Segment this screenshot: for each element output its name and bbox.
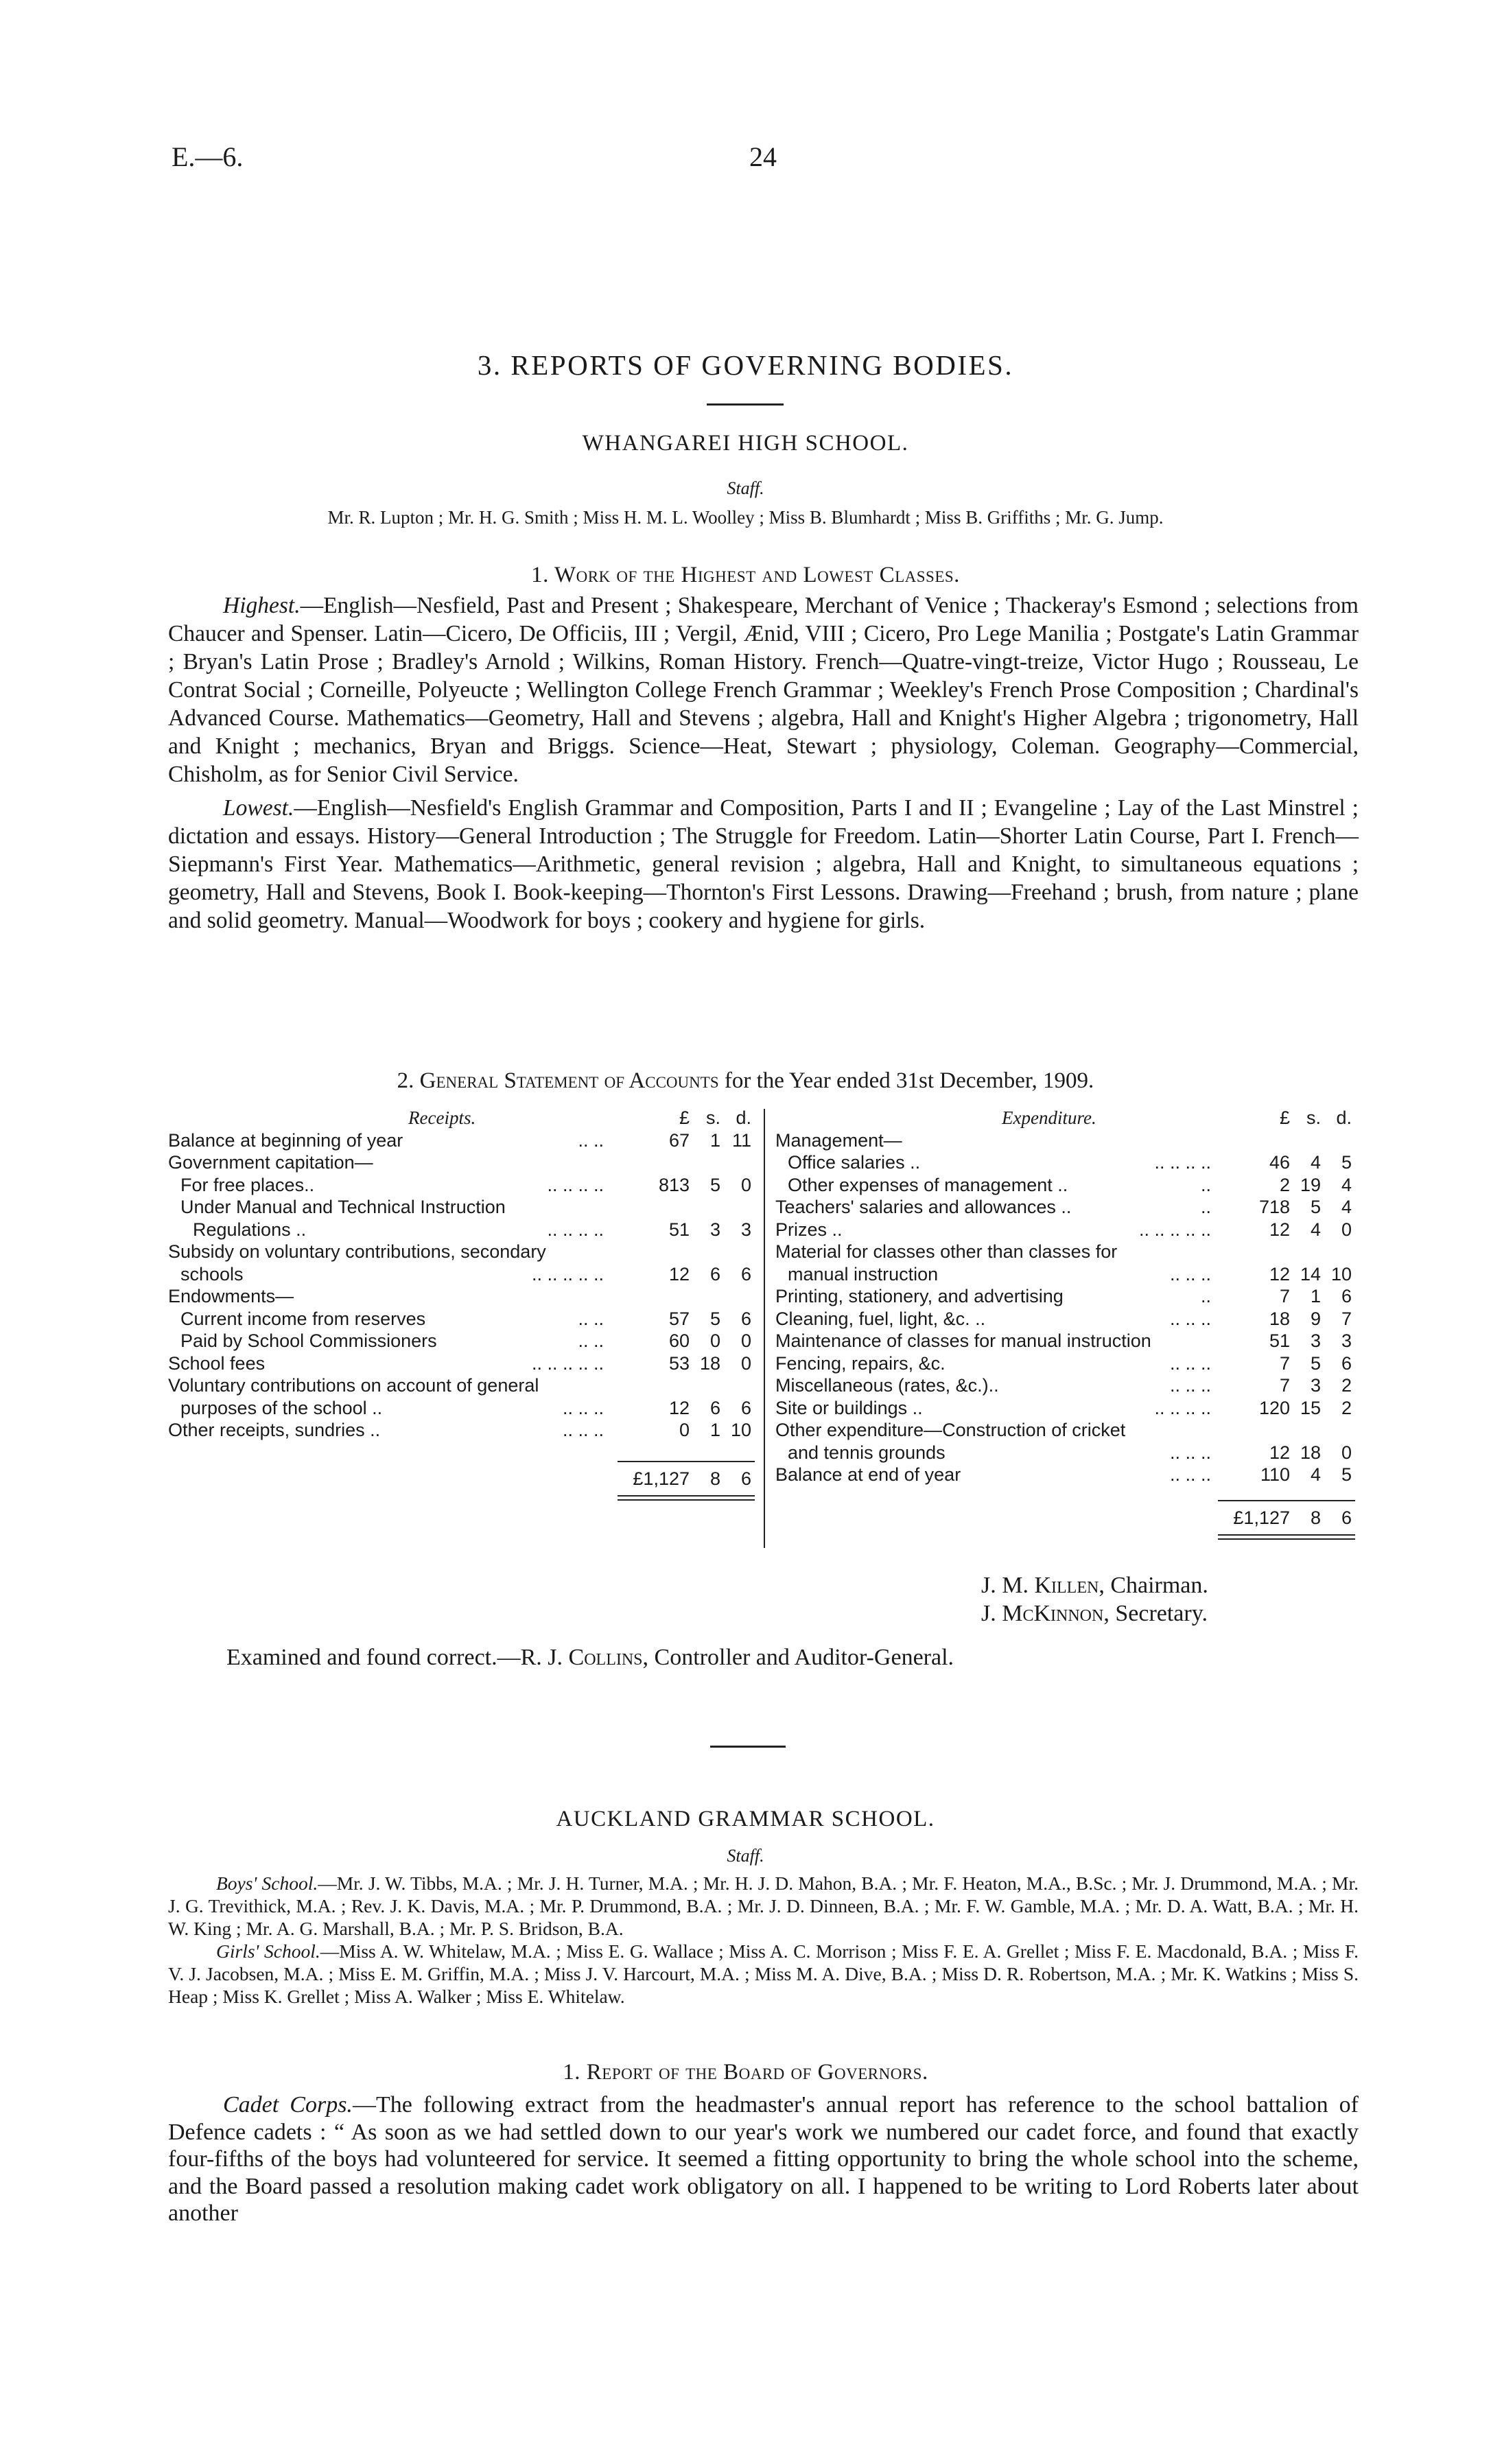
- leader-dots: .. .. ..: [1169, 1308, 1211, 1329]
- amount-shillings: 5: [709, 1308, 720, 1329]
- account-row: [168, 1174, 758, 1197]
- signature-secretary: [981, 1601, 1208, 1627]
- receipts-rows: [168, 1129, 758, 1442]
- staff-heading: Staff.: [727, 478, 764, 498]
- account-label: Other expenditure—Construction of cricket: [775, 1420, 1126, 1440]
- amount-pounds: 51: [1269, 1330, 1290, 1351]
- highest-text: —English—Nesfield, Past and Present ; Shakespeare, Merchant of Venice ; Thackeray's Esmond ; selections from Chaucer and Spenser. Latin—Cicero, De Officiis, III ; Vergil, Ænid, VIII ; Cicero, Pro Lege Manilia ; Postgate's Latin Grammar ; Bryan's Latin Prose ; Bradley's Arnold ; Wilkins, Roman History. French—Quatre-vingt-treize, Victor Hugo ; Rousseau, Le Contrat Social ; Corneille, Polyeucte ; Wellington College French Grammar ; Weekley's French Prose Composition ; Chardinal's Advanced Course. Mathematics—Geometry, Hall and Stevens ; algebra, Hall and Knight's Higher Algebra ; trigonometry, Hall and Knight ; mechanics, Bryan and Briggs. Science—Heat, Stewart ; physiology, Coleman. Geography—Commercial, Chisholm, as for Senior Civil Service.: [168, 593, 1359, 787]
- receipts-total-rule: [618, 1461, 755, 1462]
- account-label: manual instruction: [788, 1263, 939, 1284]
- amount-shillings: 9: [1310, 1308, 1321, 1329]
- account-label: Maintenance of classes for manual instruction: [775, 1330, 1151, 1351]
- receipts-heading: Receipts.: [408, 1107, 476, 1128]
- expenditure-header: [775, 1107, 1359, 1129]
- amount-pounds: 18: [1269, 1308, 1290, 1329]
- account-label: Prizes ..: [775, 1219, 843, 1240]
- amount-pence: 7: [1341, 1308, 1352, 1329]
- leader-dots: ..: [1200, 1197, 1211, 1217]
- account-label: Subsidy on voluntary contributions, secondary: [168, 1241, 546, 1262]
- leader-dots: .. .. ..: [1169, 1375, 1211, 1396]
- examined-name: Collins: [568, 1645, 643, 1670]
- amount-pence: 5: [1341, 1464, 1352, 1485]
- amount-shillings: 3: [709, 1219, 720, 1240]
- amount-pence: 6: [740, 1263, 751, 1284]
- amount-pounds: 7: [1279, 1375, 1290, 1396]
- boys-text: —Mr. J. W. Tibbs, M.A. ; Mr. J. H. Turner, M.A. ; Mr. H. J. D. Mahon, B.A. ; Mr. F. Heaton, M.A., B.Sc. ; Mr. J. Drummond, M.A. ; Mr. J. G. Trevithick, M.A. ; Rev. J. K. Davis, M.A. ; Mr. P. Drummond, B.A. ; Mr. J. D. Dinneen, B.A. ; Mr. F. W. Gamble, M.A. ; Mr. D. A. Watt, B.A. ; Mr. H. W. King ; Mr. A. G. Marshall, B.A. ; Mr. P. S. Bridson, B.A.: [168, 1873, 1359, 1939]
- receipts-total-pence: 6: [740, 1468, 751, 1489]
- amount-pence: 3: [1341, 1330, 1352, 1351]
- account-label: Fencing, repairs, &c.: [775, 1352, 946, 1374]
- account-label: Other expenses of management ..: [788, 1174, 1068, 1195]
- receipts-table: [168, 1107, 758, 1501]
- account-row: [775, 1308, 1359, 1330]
- leader-dots: .. ..: [578, 1330, 604, 1351]
- amount-shillings: 1: [1310, 1286, 1321, 1306]
- leader-dots: .. .. .. ..: [1154, 1397, 1211, 1418]
- lowest-text: —English—Nesfield's English Grammar and Composition, Parts I and II ; Evangeline ; Lay of the Last Minstrel ; dictation and essays. History—General Introduction ; The Struggle for Freedom. Latin—Shorter Latin Course, Part I. French—Siepmann's First Year. Mathematics—Arithmetic, general revision ; algebra, Hall and Knight, to simultaneous equations ; geometry, Hall and Stevens, Book I. Book-keeping—Thornton's First Lessons. Drawing—Freehand ; brush, from nature ; plane and solid geometry. Manual—Woodwork for boys ; cookery and hygiene for girls.: [168, 795, 1359, 933]
- amount-shillings: 19: [1300, 1174, 1321, 1195]
- auckland-staff: [168, 1872, 1359, 2008]
- accounts-heading: [0, 1068, 1491, 1094]
- account-label: Material for classes other than classes for: [775, 1241, 1118, 1262]
- chairman-name: J. M. Killen: [981, 1573, 1099, 1598]
- expenditure-total-row: [775, 1507, 1359, 1529]
- leader-dots: .. .. .. .. ..: [531, 1263, 604, 1284]
- expenditure-total-rule: [1218, 1500, 1355, 1501]
- leader-dots: .. .. ..: [1169, 1352, 1211, 1374]
- amount-pounds: 120: [1258, 1397, 1290, 1418]
- leader-dots: .. .. ..: [1169, 1464, 1211, 1485]
- account-label: Under Manual and Technical Instruction: [180, 1197, 506, 1217]
- amount-shillings: 5: [709, 1174, 720, 1195]
- account-label: Management—: [775, 1129, 902, 1151]
- account-label: Cleaning, fuel, light, &c. ..: [775, 1308, 986, 1329]
- amount-pounds: 51: [668, 1219, 690, 1240]
- amount-pence: 3: [740, 1219, 751, 1240]
- account-row: [775, 1442, 1359, 1464]
- board-report-heading: 1. Report of the Board of Governors.: [563, 2060, 928, 2085]
- cadet-text-block: [168, 2091, 1359, 2227]
- amount-pence: 6: [1341, 1352, 1352, 1374]
- leader-dots: ..: [1200, 1174, 1211, 1195]
- amount-pence: 6: [740, 1308, 751, 1329]
- account-label: Paid by School Commissioners: [180, 1330, 437, 1351]
- expenditure-rows: [775, 1129, 1359, 1486]
- amount-pounds: 12: [1269, 1263, 1290, 1284]
- leader-dots: .. .. .. ..: [547, 1219, 604, 1240]
- account-label: Endowments—: [168, 1286, 294, 1306]
- amount-pounds: 7: [1279, 1286, 1290, 1306]
- account-label: Other receipts, sundries ..: [168, 1420, 381, 1440]
- account-row: [775, 1196, 1359, 1219]
- account-row: [775, 1352, 1359, 1375]
- receipts-double-rule-1: [618, 1495, 755, 1497]
- amount-shillings: 5: [1310, 1352, 1321, 1374]
- receipts-header: [168, 1107, 758, 1129]
- amount-pence: 6: [740, 1397, 751, 1418]
- amount-pounds: 12: [1269, 1219, 1290, 1240]
- leader-dots: .. .. .. ..: [547, 1174, 604, 1195]
- account-row: [168, 1330, 758, 1352]
- account-label: Printing, stationery, and advertising: [775, 1286, 1064, 1306]
- account-row: [775, 1330, 1359, 1352]
- amount-shillings: 15: [1300, 1397, 1321, 1418]
- account-label: Balance at end of year: [775, 1464, 961, 1485]
- leader-dots: .. .. .. .. ..: [1138, 1219, 1211, 1240]
- col-pounds: £: [1279, 1107, 1290, 1128]
- account-row: [168, 1308, 758, 1330]
- highest-label: Highest.: [223, 593, 301, 618]
- account-label: Teachers' salaries and allowances ..: [775, 1197, 1072, 1217]
- account-label: Government capitation—: [168, 1152, 373, 1173]
- account-row: [168, 1129, 758, 1152]
- account-row: [168, 1219, 758, 1241]
- account-row: [775, 1151, 1359, 1174]
- amount-pounds: 53: [668, 1352, 690, 1374]
- section-divider: [710, 1746, 786, 1748]
- account-label: Office salaries ..: [788, 1152, 921, 1173]
- leader-dots: ..: [1200, 1286, 1211, 1306]
- amount-pence: 0: [740, 1174, 751, 1195]
- section-title: 3. REPORTS OF GOVERNING BODIES.: [477, 349, 1014, 381]
- account-row: [775, 1464, 1359, 1486]
- receipts-double-rule-2: [618, 1499, 755, 1501]
- chairman-role: , Chairman.: [1099, 1573, 1208, 1598]
- account-row: [775, 1397, 1359, 1420]
- accounts-column-divider: [764, 1109, 765, 1548]
- account-row: [775, 1219, 1359, 1241]
- boys-label: Boys' School.: [216, 1873, 318, 1894]
- school-title-whangarei: WHANGAREI HIGH SCHOOL.: [582, 431, 909, 456]
- amount-pence: 10: [1330, 1263, 1352, 1284]
- amount-pounds: 2: [1279, 1174, 1290, 1195]
- account-row: [775, 1241, 1359, 1263]
- expenditure-total-pence: 6: [1341, 1507, 1352, 1528]
- work-heading: 1. Work of the Highest and Lowest Classes.: [531, 563, 960, 587]
- cadet-label: Cadet Corps.: [223, 2092, 353, 2117]
- lowest-label: Lowest.: [223, 795, 294, 821]
- amount-pounds: 718: [1258, 1197, 1290, 1217]
- cadet-paragraph: [168, 2091, 1359, 2227]
- account-label: and tennis grounds: [788, 1442, 946, 1463]
- leader-dots: .. .. .. .. ..: [531, 1352, 604, 1374]
- amount-pounds: 7: [1279, 1352, 1290, 1374]
- amount-pounds: 12: [668, 1263, 690, 1284]
- col-shillings: s.: [1306, 1107, 1321, 1128]
- leader-dots: .. .. ..: [1169, 1442, 1211, 1463]
- account-row: [168, 1151, 758, 1174]
- amount-pounds: 46: [1269, 1152, 1290, 1173]
- account-row: [775, 1263, 1359, 1286]
- amount-pence: 0: [1341, 1442, 1352, 1463]
- auckland-staff-heading: Staff.: [727, 1846, 764, 1866]
- examined-line: [226, 1645, 954, 1671]
- amount-pence: 10: [730, 1420, 751, 1440]
- account-row: [775, 1374, 1359, 1397]
- girls-label: Girls' School.: [216, 1940, 320, 1962]
- expenditure-double-rule-1: [1218, 1534, 1355, 1536]
- account-label: Miscellaneous (rates, &c.)..: [775, 1375, 999, 1396]
- receipts-total-pounds: £1,127: [633, 1468, 690, 1489]
- leader-dots: .. ..: [578, 1129, 604, 1151]
- leader-dots: .. .. ..: [1169, 1263, 1211, 1284]
- page-number: 24: [749, 141, 777, 172]
- amount-shillings: 3: [1310, 1330, 1321, 1351]
- amount-shillings: 5: [1310, 1197, 1321, 1217]
- accounts-heading-main: 2. General Statement of Accounts: [397, 1068, 719, 1093]
- amount-pounds: 12: [1269, 1442, 1290, 1463]
- amount-shillings: 0: [709, 1330, 720, 1351]
- leader-dots: .. .. .. ..: [1154, 1152, 1211, 1173]
- account-label: Voluntary contributions on account of general: [168, 1375, 539, 1396]
- account-row: [168, 1374, 758, 1397]
- account-label: For free places..: [180, 1174, 315, 1195]
- account-label: schools: [180, 1263, 244, 1284]
- account-row: [775, 1174, 1359, 1197]
- leader-dots: .. ..: [578, 1308, 604, 1329]
- account-row: [168, 1285, 758, 1308]
- examined-prefix: Examined and found correct.—R. J.: [226, 1645, 569, 1670]
- account-row: [775, 1129, 1359, 1152]
- amount-shillings: 18: [699, 1352, 720, 1374]
- examined-suffix: , Controller and Auditor-General.: [642, 1645, 954, 1670]
- account-row: [775, 1419, 1359, 1442]
- expenditure-total-shillings: 8: [1310, 1507, 1321, 1528]
- signature-chairman: [981, 1573, 1208, 1599]
- amount-shillings: 18: [1300, 1442, 1321, 1463]
- account-label: School fees: [168, 1352, 266, 1374]
- account-row: [168, 1419, 758, 1442]
- amount-pounds: 813: [658, 1174, 690, 1195]
- expenditure-total-pounds: £1,127: [1233, 1507, 1290, 1528]
- col-pence: d.: [1336, 1107, 1352, 1128]
- amount-pounds: 0: [679, 1420, 690, 1440]
- account-label: Current income from reserves: [180, 1308, 426, 1329]
- amount-pounds: 67: [668, 1129, 690, 1151]
- amount-shillings: 1: [709, 1420, 720, 1440]
- accounts-heading-rest: for the Year ended 31st December, 1909.: [718, 1068, 1094, 1093]
- boys-staff: [168, 1872, 1359, 1940]
- amount-shillings: 3: [1310, 1375, 1321, 1396]
- amount-pence: 0: [740, 1352, 751, 1374]
- amount-pence: 6: [1341, 1286, 1352, 1306]
- amount-shillings: 4: [1310, 1219, 1321, 1240]
- account-row: [168, 1397, 758, 1420]
- account-row: [775, 1285, 1359, 1308]
- col-pounds: £: [679, 1107, 690, 1128]
- account-label: Regulations ..: [193, 1219, 307, 1240]
- amount-pounds: 60: [668, 1330, 690, 1351]
- lowest-paragraph: [168, 794, 1359, 935]
- account-row: [168, 1263, 758, 1286]
- account-label: purposes of the school ..: [180, 1397, 383, 1418]
- expenditure-heading: Expenditure.: [1002, 1107, 1096, 1128]
- school-title-auckland: AUCKLAND GRAMMAR SCHOOL.: [556, 1807, 935, 1831]
- amount-pence: 2: [1341, 1375, 1352, 1396]
- amount-pounds: 57: [668, 1308, 690, 1329]
- page-ref: E.—6.: [172, 141, 244, 172]
- cadet-text: —The following extract from the headmaster's annual report has reference to the school battalion of Defence cadets : “ As soon as we had settled down to our year's work we numbered our cadet force, and found that exactly four-fifths of the boys had volunteered for service. It seemed a fitting opportunity to bring the whole school into the scheme, and the Board passed a resolution making cadet work obligatory on all. I happened to be writing to Lord Roberts later about another: [168, 2092, 1359, 2226]
- receipts-total-row: [168, 1468, 758, 1490]
- staff-list: Mr. R. Lupton ; Mr. H. G. Smith ; Miss H. M. L. Woolley ; Miss B. Blumhardt ; Miss B. Griffiths ; Mr. G. Jump.: [327, 507, 1164, 528]
- highest-paragraph: [168, 591, 1359, 788]
- amount-pence: 0: [1341, 1219, 1352, 1240]
- girls-staff: [168, 1940, 1359, 2008]
- amount-pence: 5: [1341, 1152, 1352, 1173]
- leader-dots: .. .. ..: [562, 1397, 604, 1418]
- amount-shillings: 4: [1310, 1464, 1321, 1485]
- title-divider: [707, 403, 784, 406]
- receipts-total-shillings: 8: [709, 1468, 720, 1489]
- amount-shillings: 6: [709, 1397, 720, 1418]
- account-row: [168, 1196, 758, 1219]
- girls-text: —Miss A. W. Whitelaw, M.A. ; Miss E. G. Wallace ; Miss A. C. Morrison ; Miss F. E. A. Grellet ; Miss F. E. Macdonald, B.A. ; Miss F. V. J. Jacobsen, M.A. ; Miss E. M. Griffin, M.A. ; Miss J. V. Harcourt, M.A. ; Miss M. A. Dive, B.A. ; Miss D. R. Robertson, M.A. ; Mr. K. Watkins ; Miss S. Heap ; Miss K. Grellet ; Miss A. Walker ; Miss E. Whitelaw.: [168, 1940, 1359, 2007]
- amount-pence: 4: [1341, 1174, 1352, 1195]
- expenditure-table: [775, 1107, 1359, 1540]
- secretary-role: , Secretary.: [1103, 1601, 1208, 1626]
- leader-dots: .. .. ..: [562, 1420, 604, 1440]
- amount-pounds: 12: [668, 1397, 690, 1418]
- amount-pence: 2: [1341, 1397, 1352, 1418]
- col-pence: d.: [736, 1107, 751, 1128]
- amount-pounds: 110: [1260, 1464, 1290, 1485]
- account-row: [168, 1241, 758, 1263]
- work-paragraphs: [168, 591, 1359, 935]
- amount-shillings: 6: [709, 1263, 720, 1284]
- amount-shillings: 4: [1310, 1152, 1321, 1173]
- amount-pence: 0: [740, 1330, 751, 1351]
- account-label: Site or buildings ..: [775, 1397, 923, 1418]
- account-row: [168, 1352, 758, 1375]
- amount-shillings: 14: [1300, 1263, 1321, 1284]
- amount-pence: 11: [731, 1129, 751, 1151]
- amount-shillings: 1: [709, 1129, 720, 1151]
- col-shillings: s.: [705, 1107, 720, 1128]
- account-label: Balance at beginning of year: [168, 1129, 403, 1151]
- expenditure-double-rule-2: [1218, 1538, 1355, 1540]
- amount-pence: 4: [1341, 1197, 1352, 1217]
- secretary-name: J. McKinnon: [981, 1601, 1104, 1626]
